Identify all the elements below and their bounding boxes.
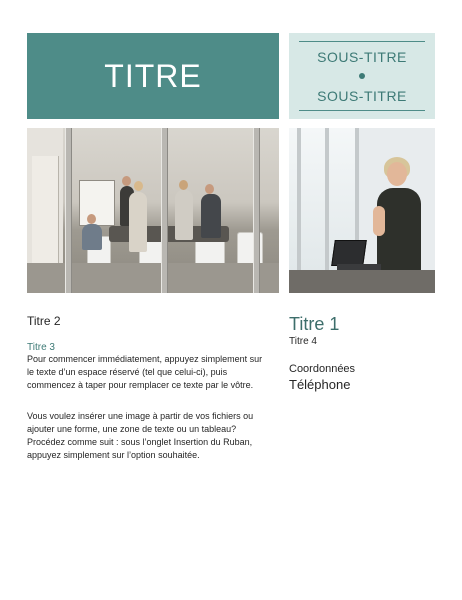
subtitle-bottom-rule — [299, 110, 425, 111]
heading-1[interactable]: Titre 1 — [289, 314, 340, 334]
page-title[interactable]: TITRE — [104, 57, 202, 94]
subtitle-line-1[interactable]: SOUS-TITRE — [317, 49, 407, 65]
laptop — [331, 240, 367, 266]
meeting-room-photo[interactable] — [27, 128, 279, 293]
businesswoman-photo[interactable] — [289, 128, 435, 293]
heading-2[interactable]: Titre 2 — [27, 314, 61, 328]
desk — [289, 270, 435, 293]
subtitle-line-2[interactable]: SOUS-TITRE — [317, 88, 407, 104]
subtitle-top-rule — [299, 41, 425, 42]
heading-3[interactable]: Titre 3 — [27, 342, 55, 353]
subtitle-banner — [289, 33, 435, 119]
body-paragraph-2[interactable]: Vous voulez insérer une image à partir de vos fichiers ou ajouter une forme, une zone de texte ou un tableau? Procédez comme suit : sous l’onglet Insertion du Ruban, appuyez simplement sur l’option souhaitée. — [27, 411, 254, 460]
bullet-dot-icon — [359, 73, 365, 79]
phone-label[interactable]: Téléphone — [289, 377, 351, 392]
whiteboard — [79, 180, 115, 226]
title-banner — [27, 33, 279, 119]
contact-details-label[interactable]: Coordonnées — [289, 363, 356, 375]
body-paragraph-1[interactable]: Pour commencer immédiatement, appuyez simplement sur le texte d’un espace réservé (tel que celui-ci), puis commencez à taper pour remplacer ce texte par le vôtre. — [27, 354, 263, 390]
heading-4[interactable]: Titre 4 — [289, 336, 317, 347]
